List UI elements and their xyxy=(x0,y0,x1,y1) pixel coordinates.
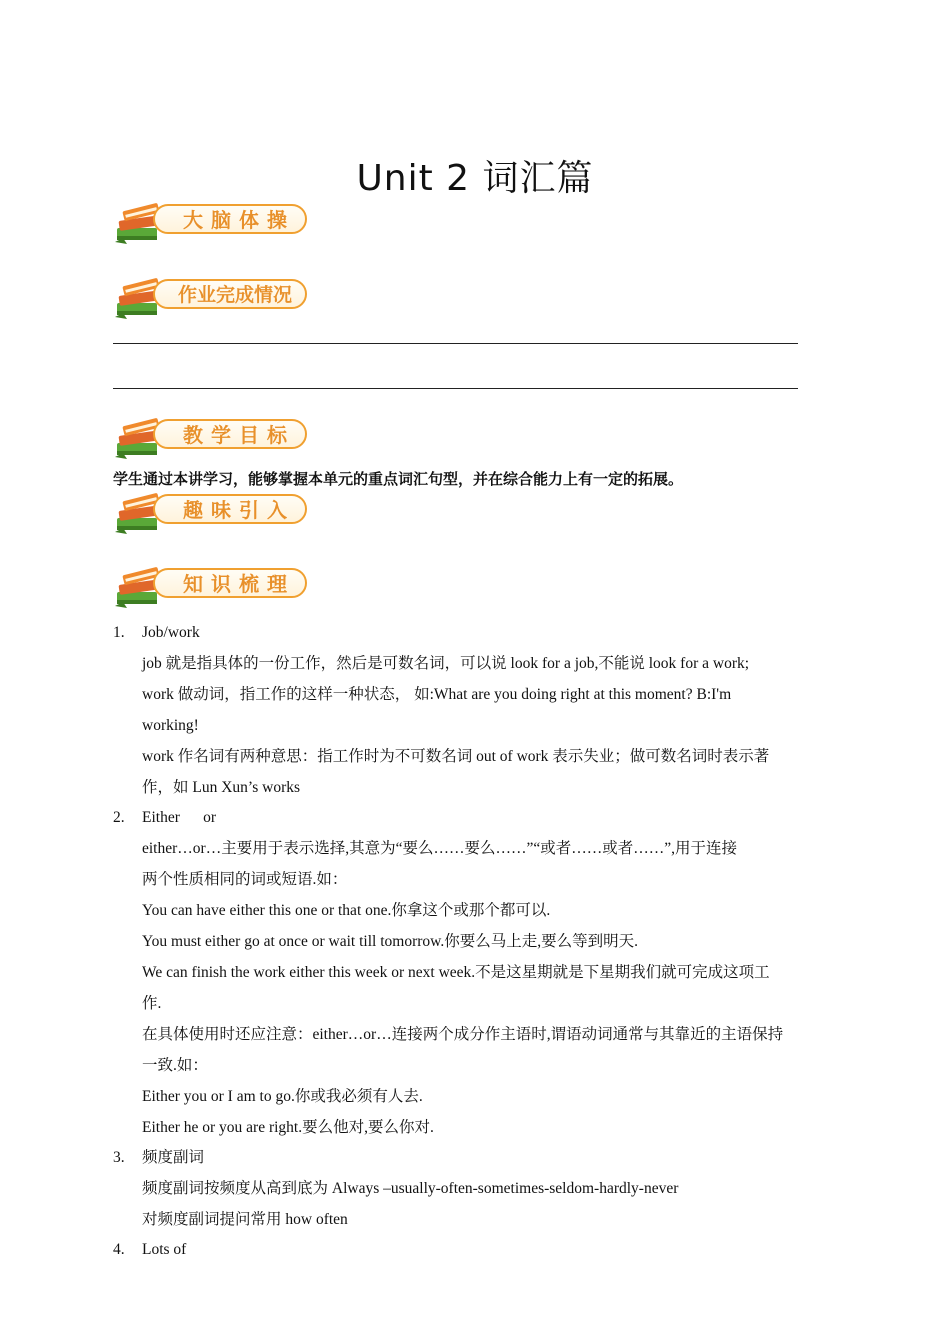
item-line: work 作名词有两种意思：指工作时为不可数名词 out of work 表示失业；做可数名词时表示著 xyxy=(142,748,770,765)
item-heading: Lots of xyxy=(142,1241,187,1258)
banner-label: 作业完成情况 xyxy=(177,284,292,306)
list-item xyxy=(113,1235,838,1265)
homework-answer-line xyxy=(113,343,798,344)
item-line: 在具体使用时还应注意：either…or…连接两个成分作主语时,谓语动词通常与其靠近的主语保持 xyxy=(142,1026,784,1043)
banner-brain-exercise xyxy=(113,198,313,246)
item-number: 3. xyxy=(113,1149,125,1166)
banner-label: 知识梳理 xyxy=(183,572,295,596)
item-line: 一致.如： xyxy=(142,1057,208,1074)
banner-knowledge-review xyxy=(113,562,313,610)
item-heading: Either or xyxy=(142,809,217,826)
banner-homework-status xyxy=(113,273,313,321)
item-line: 作，如 Lun Xun’s works xyxy=(142,779,301,796)
item-number: 1. xyxy=(113,624,125,641)
banner-label: 大脑体操 xyxy=(183,208,295,232)
banner-fun-intro xyxy=(113,488,313,536)
homework-answer-line xyxy=(113,388,798,389)
item-line: either…or…主要用于表示选择,其意为“要么……要么……”“或者……或者……”,用于连接 xyxy=(142,840,737,857)
list-item xyxy=(113,618,838,803)
teaching-objective: 学生通过本讲学习，能够掌握本单元的重点词汇句型，并在综合能力上有一定的拓展。 xyxy=(113,470,684,488)
item-heading: 频度副词 xyxy=(142,1149,205,1166)
item-number: 2. xyxy=(113,809,125,826)
item-line: work 做动词，指工作的这样一种状态， 如:What are you doing right at this moment? B:I'm xyxy=(142,686,732,703)
page-title: Unit 2 词汇篇 xyxy=(356,158,594,199)
item-line: You can have either this one or that one.你拿这个或那个都可以. xyxy=(142,902,551,919)
banner-teaching-goals xyxy=(113,413,313,461)
item-line: Either you or I am to go.你或我必须有人去. xyxy=(142,1088,423,1105)
item-line: You must either go at once or wait till tomorrow.你要么马上走,要么等到明天. xyxy=(142,933,638,950)
knowledge-content xyxy=(113,618,838,1265)
item-heading: Job/work xyxy=(142,624,200,641)
list-item xyxy=(113,1143,838,1235)
item-line: 两个性质相同的词或短语.如： xyxy=(142,871,348,888)
item-line: job 就是指具体的一份工作，然后是可数名词，可以说 look for a job,不能说 look for a work; xyxy=(142,655,750,672)
item-line: 频度副词按频度从高到底为 Always –usually-often-sometimes-seldom-hardly-never xyxy=(142,1180,679,1197)
item-line: working! xyxy=(142,717,199,734)
item-number: 4. xyxy=(113,1241,125,1258)
banner-label: 趣味引入 xyxy=(183,498,295,522)
item-line: We can finish the work either this week or next week.不是这星期就是下星期我们就可完成这项工 xyxy=(142,964,770,981)
item-line: 对频度副词提问常用 how often xyxy=(142,1211,348,1228)
list-item xyxy=(113,803,838,1143)
banner-label: 教学目标 xyxy=(183,423,295,447)
item-line: Either he or you are right.要么他对,要么你对. xyxy=(142,1119,434,1136)
item-line: 作. xyxy=(142,995,162,1012)
